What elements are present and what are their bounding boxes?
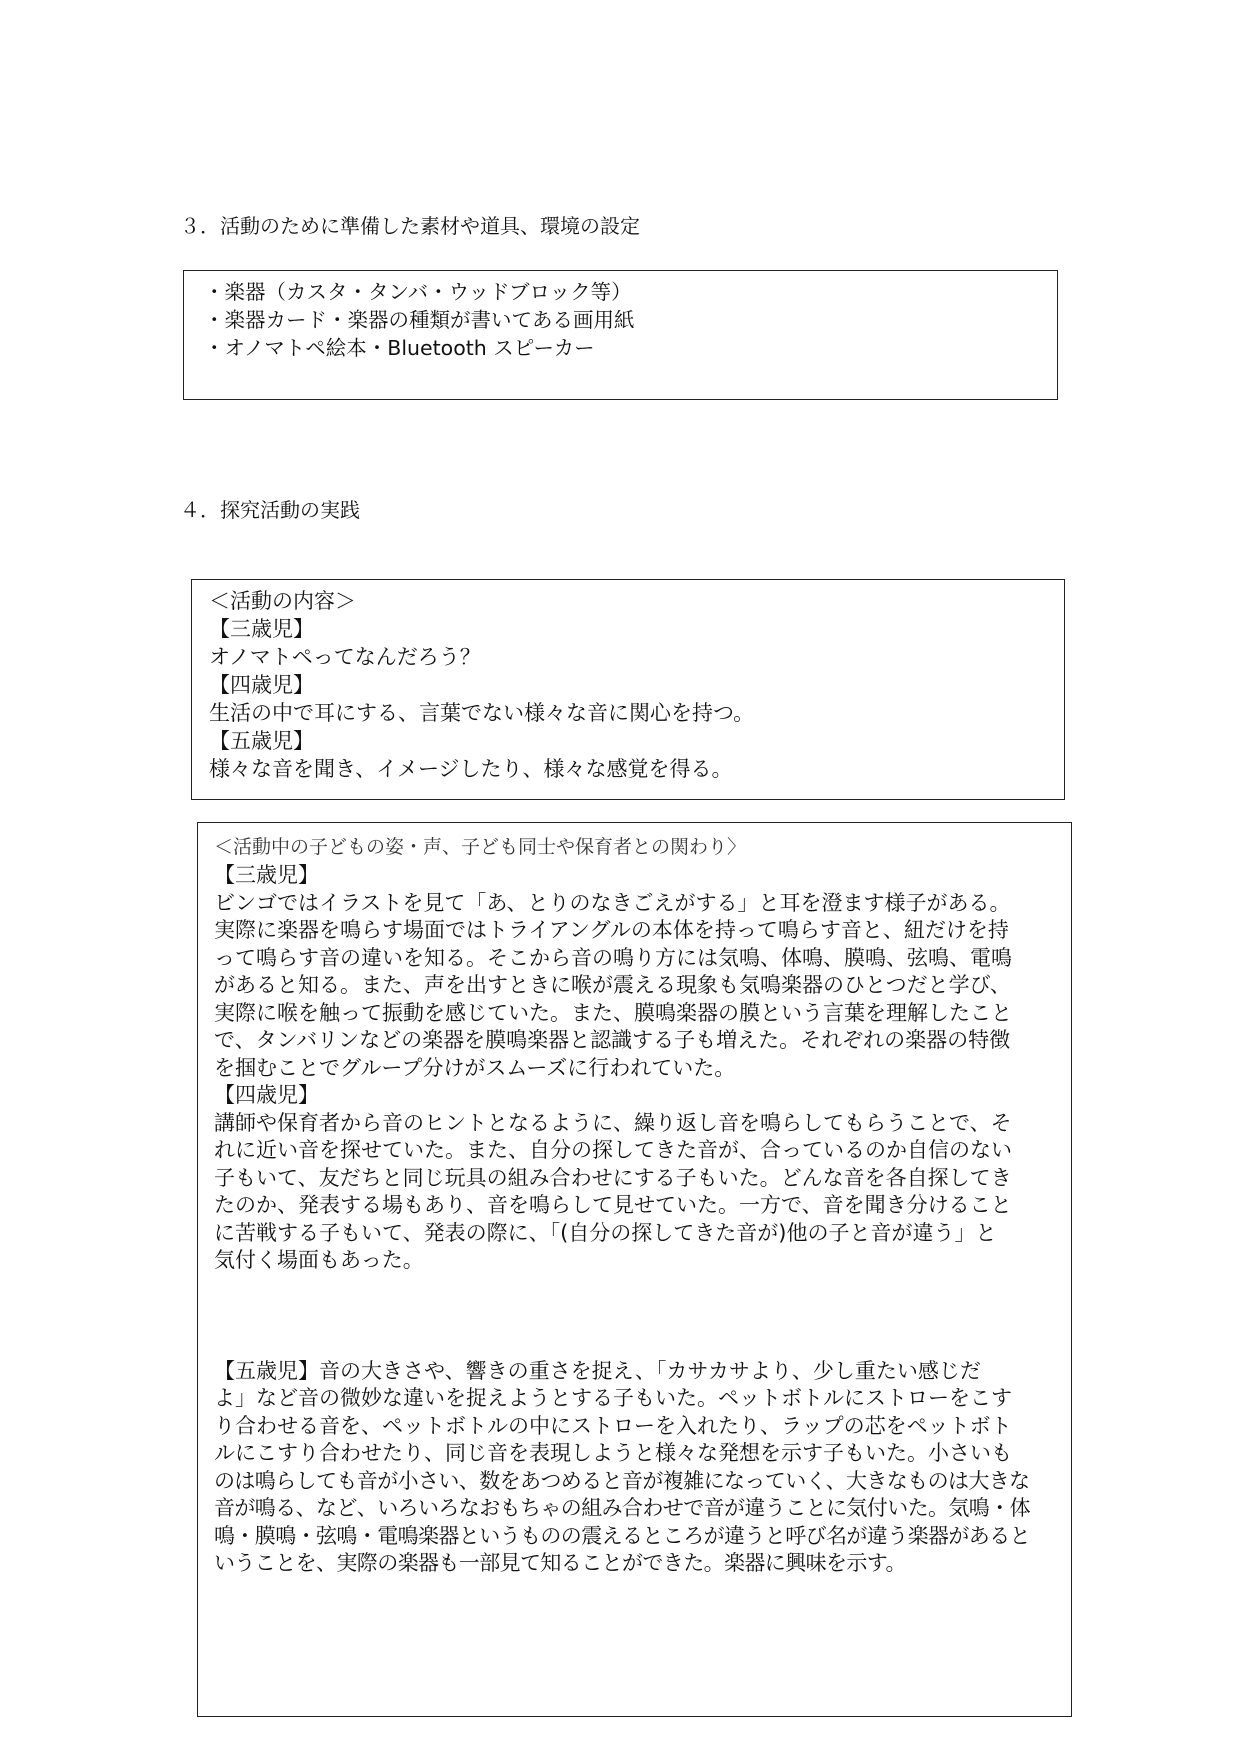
- obs-line: いうことを、実際の楽器も一部見て知ることができた。楽器に興味を示す。: [214, 1551, 906, 1575]
- material-item: ・楽器カード・楽器の種類が書いてある画用紙: [204, 308, 635, 332]
- obs-line: 講師や保育者から音のヒントとなるように、繰り返し音を鳴らしてもらうことで、そ: [214, 1110, 1012, 1135]
- obs-line: があると知る。また、声を出すときに喉が震える現象も気鳴楽器のひとつだと学び、: [214, 973, 1011, 997]
- section4-heading: ４．探究活動の実践: [180, 498, 360, 522]
- obs-line: 実際に楽器を鳴らす場面ではトライアングルの本体を持って鳴らす音と、紐だけを持: [214, 918, 1009, 942]
- obs-line: 子もいて、友だちと同じ玩具の組み合わせにする子もいた。どんな音を各自探してき: [214, 1165, 1012, 1190]
- obs-line: を掴むことでグループ分けがスムーズに行われていた。: [214, 1055, 736, 1080]
- obs-line: 【五歳児】音の大きさや、響きの重さを捉え、「カサカサより、少し重たい感じだ: [214, 1358, 981, 1383]
- activity-content-box: [191, 579, 1065, 800]
- obs-line: 音が鳴る、など、いろいろなおもちゃの組み合わせで音が違うことに気付いた。気鳴・体: [214, 1496, 1030, 1520]
- content-title: ＜活動の内容＞: [209, 589, 356, 613]
- obs-age3-label: 【三歳児】: [214, 863, 319, 887]
- obs-line: に苦戦する子もいて、発表の際に、「(自分の探してきた音が)他の子と音が違う」と: [214, 1220, 997, 1245]
- obs-line: 鳴・膜鳴・弦鳴・電鳴楽器というものの震えるところが違うと呼び名が違う楽器があると: [214, 1523, 1030, 1548]
- obs-line: ルにこすり合わせたり、同じ音を表現しようと様々な発想を示す子もいた。小さいも: [214, 1441, 1012, 1465]
- age5-text: 様々な音を聞き、イメージしたり、様々な感覚を得る。: [209, 757, 733, 781]
- obs-line: よ」など音の微妙な違いを捉えようとする子もいた。ペットボトルにストローをこす: [214, 1386, 1012, 1410]
- age5-label: 【五歳児】: [209, 729, 314, 753]
- obs-line: れに近い音を探せていた。また、自分の探してきた音が、合っているのか自信のない: [214, 1138, 1012, 1162]
- obs-line: 気付く場面もあった。: [214, 1248, 424, 1272]
- obs-line: り合わせる音を、ペットボトルの中にストローを入れたり、ラップの芯をペットボト: [214, 1413, 1012, 1438]
- section3-heading: ３．活動のために準備した素材や道具、環境の設定: [180, 214, 640, 238]
- observations-title: ＜活動中の子どもの姿・声、子ども同士や保育者との関わり〉: [214, 836, 747, 858]
- age3-text: オノマトペってなんだろう？: [209, 645, 481, 669]
- paragraph-gap: [214, 1275, 1071, 1358]
- age3-label: 【三歳児】: [209, 617, 314, 641]
- obs-line: たのか、発表する場もあり、音を鳴らして見せていた。一方で、音を聞き分けること: [214, 1193, 1012, 1217]
- age4-label: 【四歳児】: [209, 673, 314, 697]
- obs-age4-label: 【四歳児】: [214, 1083, 319, 1107]
- material-item: ・楽器（カスタ・タンバ・ウッドブロック等）: [204, 280, 632, 304]
- obs-line: で、タンバリンなどの楽器を膜鳴楽器と認識する子も増えた。それぞれの楽器の特徴: [214, 1028, 1011, 1052]
- obs-line: って鳴らす音の違いを知る。そこから音の鳴り方には気鳴、体鳴、膜鳴、弦鳴、電鳴: [214, 945, 1012, 970]
- age4-text: 生活の中で耳にする、言葉でない様々な音に関心を持つ。: [209, 701, 755, 725]
- material-item: ・オノマトペ絵本・Bluetooth スピーカー: [204, 336, 595, 360]
- obs-line: のは鳴らしても音が小さい、数をあつめると音が複雑になっていく、大きなものは大きな: [214, 1468, 1030, 1493]
- observations-box: [197, 822, 1072, 1717]
- obs-line: 実際に喉を触って振動を感じていた。また、膜鳴楽器の膜という言葉を理解したこと: [214, 1000, 1012, 1025]
- obs-line: ビンゴではイラストを見て「あ、とりのなきごえがする」と耳を澄ます様子がある。: [214, 890, 1011, 915]
- materials-box: [183, 270, 1058, 400]
